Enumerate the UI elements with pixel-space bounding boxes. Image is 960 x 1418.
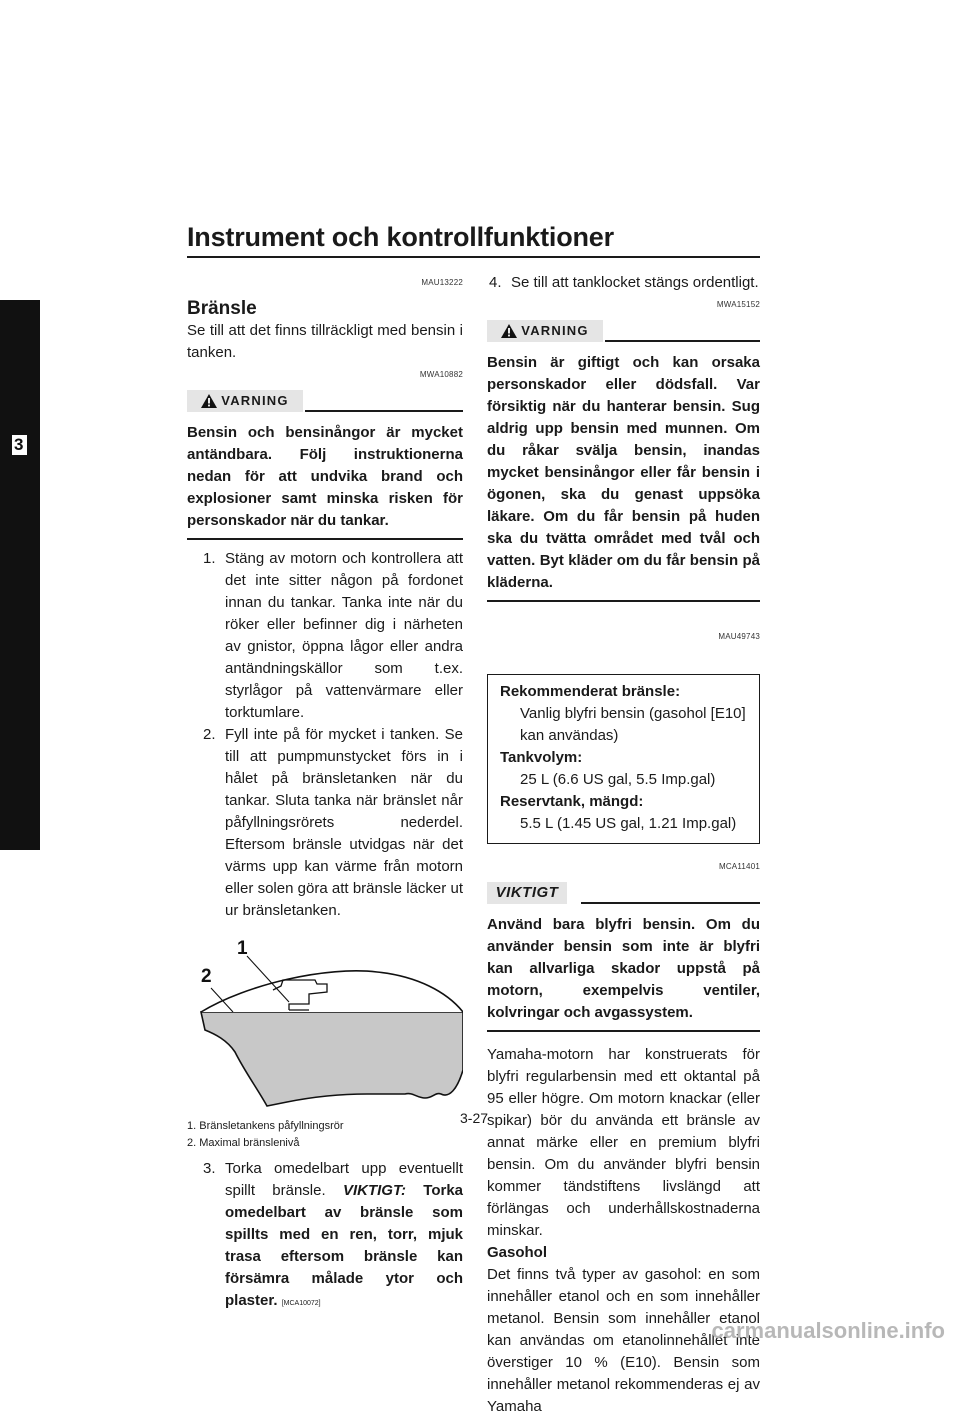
viktigt-rule	[581, 902, 760, 904]
warning-label: VARNING	[221, 393, 289, 408]
chapter-side-tab	[0, 300, 40, 850]
page-header-title: Instrument och kontrollfunktioner	[187, 222, 614, 252]
warning-badge	[187, 390, 303, 412]
step-list	[187, 548, 463, 922]
caption-item: 1. Bränsletankens påfyllningsrör	[187, 1120, 344, 1132]
warning-text: Bensin och bensinångor är mycket antändbara. Följ instruktionerna nedan för att undvika brand och explosioner samt minska risken för personskador när du tankar.	[187, 424, 463, 529]
spec-label: Tankvolym:	[500, 749, 583, 766]
watermark: carmanualsonline.info	[711, 1318, 945, 1343]
body-paragraph: Det finns två typer av gasohol: en som innehåller etanol och en som innehåller metanol. Bensin som innehåller etanol kan användas om etanolinnehållet inte överstiger 10 % (E10). Bensin som innehåller metanol rekommenderas ej av Yamaha	[487, 1266, 760, 1415]
doc-code: MCA11401	[718, 862, 760, 871]
section-title: Bränsle	[187, 298, 257, 319]
page-number: 3-27	[460, 1110, 489, 1126]
viktigt-header	[487, 882, 760, 908]
step-text: Se till att tanklocket stängs ordentligt.	[511, 274, 759, 291]
caption-item: 2. Maximal bränslenivå	[187, 1137, 300, 1149]
viktigt-badge: VIKTIGT	[487, 882, 567, 904]
warning-end-rule	[187, 538, 463, 540]
step-list	[487, 272, 760, 294]
intro-text: Se till att det finns tillräckligt med bensin i tanken.	[187, 322, 463, 361]
list-item	[187, 548, 463, 724]
figure-caption	[187, 1118, 463, 1152]
step-number: 3.	[203, 1160, 216, 1177]
viktigt-end-rule	[487, 1030, 760, 1032]
viktigt-text: Använd bara blyfri bensin. Om du använder bensin som inte är blyfri kan allvarliga skador uppstå på motorn, exempelvis ventiler, kolvringar och avgassystem.	[487, 916, 760, 1021]
warning-text: Bensin är giftigt och kan orsaka personskador eller dödsfall. Var försiktig när du hanterar bensin. Sug aldrig upp bensin med munnen. Om du råkar svälja bensin, inandas mycket bensinångor eller får bensin i ögonen, ska du genast uppsöka läkare. Om du får bensin på huden ska du tvätta området med tvål och vatten. Byt kläder om du får bensin på kläderna.	[487, 354, 760, 591]
step-number: 4.	[489, 274, 502, 291]
list-item	[187, 724, 463, 922]
fuel-tank-figure	[187, 932, 463, 1110]
spec-value: 5.5 L (1.45 US gal, 1.21 Imp.gal)	[520, 815, 737, 832]
spec-label: Reservtank, mängd:	[500, 793, 644, 810]
left-column	[187, 272, 463, 1315]
fuel-spec-box	[487, 674, 760, 844]
doc-code: MWA10882	[419, 370, 463, 379]
warning-triangle-icon	[201, 394, 217, 408]
figure-label-1: 1	[237, 938, 248, 959]
step-text: Fyll inte på för mycket i tanken. Se till att pumpmunstycket förs in i hålet på bränsletanken när du tankar. Sluta tanka när bränslet når påfyllningsrörets nederdel. Eftersom bränsle utvidgas när det värms upp kan värme från motorn eller solen göra att bränsle läcker ut ur bränsletanken.	[225, 726, 463, 919]
figure-label-2: 2	[201, 966, 212, 987]
list-item	[187, 1158, 463, 1315]
chapter-number: 3	[12, 435, 27, 455]
step-text: Torka omedelbart upp eventuellt spillt bränsle.	[225, 1160, 463, 1199]
warning-header	[187, 390, 463, 416]
list-item	[487, 272, 760, 294]
subheading: Gasohol	[487, 1244, 548, 1261]
doc-code: MAU49743	[718, 632, 760, 641]
right-column	[487, 272, 760, 1418]
fuel-tank-illustration	[187, 932, 463, 1110]
warning-rule	[605, 340, 760, 342]
step-list	[187, 1158, 463, 1315]
warning-label: VARNING	[521, 323, 589, 338]
warning-header	[487, 320, 760, 346]
doc-code: MAU13222	[421, 278, 463, 287]
spec-value: Vanlig blyfri bensin (gasohol [E10] kan användas)	[520, 705, 746, 744]
warning-end-rule	[487, 600, 760, 602]
warning-rule	[305, 410, 463, 412]
step-bold-text: Torka omedelbart av bränsle som spillts med en ren, torr, mjuk trasa eftersom bränsle kan försämra målade ytor och plaster.	[225, 1182, 463, 1309]
step-text: Stäng av motorn och kontrollera att det inte sitter någon på fordonet innan du tankar. Tanka inte när du röker eller befinner dig i närheten av gnistor, öppna lågor eller andra antändningskällor som t.ex. styrlågor på vattenvärmare eller torktumlare.	[225, 550, 463, 721]
header-rule	[187, 256, 760, 258]
step-number: 1.	[203, 550, 216, 567]
spec-label: Rekommenderat bränsle:	[500, 683, 681, 700]
body-paragraph: Yamaha-motorn har konstruerats för blyfri regularbensin med ett oktantal på 95 eller högre. Om motorn knackar (eller spikar) bör du använda ett bränsle av annat märke eller en premium blyfri bensin. Om du använder blyfri bensin kommer tändstiftens livslängd att förlängas och underhållskostnaderna minskar.	[487, 1046, 760, 1239]
warning-badge	[487, 320, 603, 342]
step-number: 2.	[203, 726, 216, 743]
spec-value: 25 L (6.6 US gal, 5.5 Imp.gal)	[520, 771, 716, 788]
viktigt-inline: VIKTIGT:	[342, 1182, 406, 1199]
warning-triangle-icon	[501, 324, 517, 338]
doc-code: [MCA10072]	[281, 1300, 321, 1307]
doc-code: MWA15152	[716, 300, 760, 309]
